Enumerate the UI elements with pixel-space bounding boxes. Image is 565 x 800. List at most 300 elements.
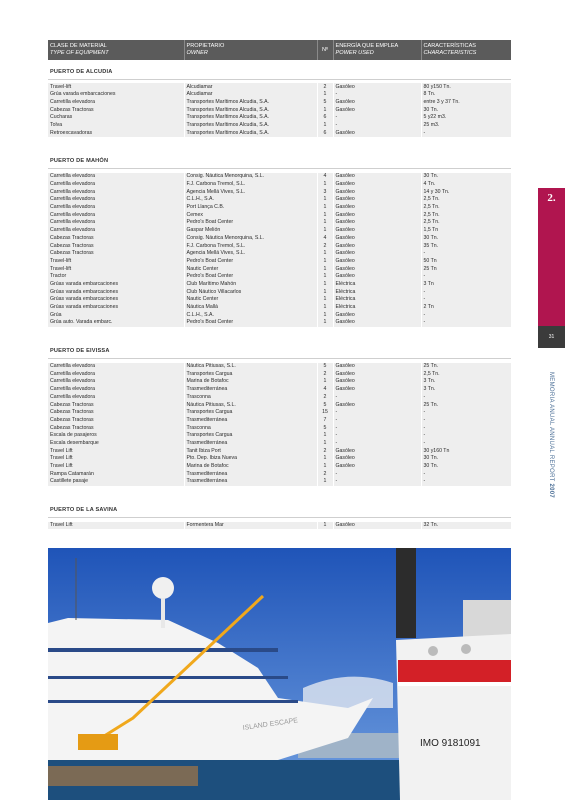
equipment-type-cell: Cabezas Tractoras	[48, 409, 184, 417]
characteristics-cell: -	[421, 393, 511, 401]
count-cell: 1	[317, 265, 333, 273]
equipment-type-cell: Cabezas Tractoras	[48, 234, 184, 242]
column-header-en: OWNER	[186, 50, 208, 56]
count-cell: 1	[317, 378, 333, 386]
owner-cell: Transportes Marítimos Alcudia, S.A.	[184, 121, 317, 129]
table-row	[48, 432, 511, 440]
characteristics-cell: 30 Tn.	[421, 173, 511, 181]
report-label-text: MEMORIA ANUAL ANNUAL REPORT	[548, 372, 554, 482]
table-row	[48, 296, 511, 304]
count-cell: 1	[317, 432, 333, 440]
count-cell: 6	[317, 114, 333, 122]
characteristics-cell: 2,5 Tn.	[421, 204, 511, 212]
count-cell: 4	[317, 386, 333, 394]
owner-cell: Cemex	[184, 211, 317, 219]
power-cell: Gasóleo	[333, 196, 421, 204]
equipment-type-cell: Carretilla elevadora	[48, 188, 184, 196]
count-cell: 3	[317, 188, 333, 196]
characteristics-cell: -	[421, 409, 511, 417]
equipment-type-cell: Carretilla elevadora	[48, 363, 184, 371]
equipment-type-cell: Grúa varada embarcaciones	[48, 91, 184, 99]
owner-cell: Formentera Mar	[184, 522, 317, 530]
power-cell: Gasóleo	[333, 181, 421, 189]
owner-cell: Trasmediterránea	[184, 470, 317, 478]
count-cell: 1	[317, 311, 333, 319]
count-cell: 1	[317, 478, 333, 486]
power-cell: Gasóleo	[333, 211, 421, 219]
owner-cell: Gaspar Melión	[184, 227, 317, 235]
table-row	[48, 288, 511, 296]
chapter-number: 2.	[547, 192, 556, 204]
table-row	[48, 98, 511, 106]
characteristics-cell: -	[421, 319, 511, 327]
power-cell: -	[333, 416, 421, 424]
characteristics-cell: 35 Tn.	[421, 242, 511, 250]
characteristics-cell: 25 Tn.	[421, 363, 511, 371]
owner-cell: Trasmediterránea	[184, 416, 317, 424]
characteristics-cell: 3 Tn	[421, 280, 511, 288]
power-cell: Gasóleo	[333, 98, 421, 106]
power-cell: Gasóleo	[333, 370, 421, 378]
column-header-es: Nº	[321, 46, 329, 53]
power-cell: -	[333, 393, 421, 401]
power-cell: Gasóleo	[333, 401, 421, 409]
count-cell: 1	[317, 439, 333, 447]
equipment-type-cell: Carretilla elevadora	[48, 98, 184, 106]
ship-name: ISLAND ESCAPE	[242, 717, 299, 732]
equipment-type-cell: Carretilla elevadora	[48, 181, 184, 189]
count-cell: 1	[317, 304, 333, 312]
power-cell: -	[333, 424, 421, 432]
characteristics-cell: 25 Tn.	[421, 401, 511, 409]
owner-cell: Náutica Pitiusas, S.L.	[184, 401, 317, 409]
power-cell: Gasóleo	[333, 319, 421, 327]
characteristics-cell: -	[421, 416, 511, 424]
table-row	[48, 447, 511, 455]
owner-cell: Club Náutico Villacarlos	[184, 288, 317, 296]
equipment-type-cell: Cabezas Tractoras	[48, 416, 184, 424]
owner-cell: Transportes Marítimos Alcudia, S.A.	[184, 106, 317, 114]
equipment-type-cell: Castillete pasaje	[48, 478, 184, 486]
power-cell: Gasóleo	[333, 378, 421, 386]
owner-cell: Marina de Botafoc	[184, 463, 317, 471]
count-cell: 7	[317, 416, 333, 424]
equipment-type-cell: Cabezas Tractoras	[48, 401, 184, 409]
table-row	[48, 311, 511, 319]
equipment-type-cell: Travel Lift	[48, 455, 184, 463]
table-row	[48, 416, 511, 424]
characteristics-cell: -	[421, 129, 511, 137]
section-heading-row	[48, 340, 511, 359]
chapter-tab	[538, 188, 565, 326]
power-cell: Gasóleo	[333, 522, 421, 530]
column-header-es: PROPIETARIO	[186, 43, 225, 49]
power-cell: Gasóleo	[333, 265, 421, 273]
characteristics-cell: -	[421, 424, 511, 432]
count-cell: 2	[317, 370, 333, 378]
characteristics-cell: 2,5 Tn.	[421, 196, 511, 204]
table-row	[48, 280, 511, 288]
equipment-type-cell: Carretilla elevadora	[48, 378, 184, 386]
page-number: 31	[548, 334, 555, 340]
table-row	[48, 83, 511, 91]
characteristics-cell: 2,5 Tn.	[421, 219, 511, 227]
report-year: 2007	[548, 483, 554, 498]
equipment-table-container	[48, 40, 511, 529]
owner-cell: Alcudiamar	[184, 91, 317, 99]
equipment-type-cell: Grúas varada embarcaciones	[48, 288, 184, 296]
count-cell: 2	[317, 393, 333, 401]
table-row	[48, 409, 511, 417]
characteristics-cell: 32 Tn.	[421, 522, 511, 530]
count-cell: 1	[317, 106, 333, 114]
power-cell: Gasóleo	[333, 455, 421, 463]
power-cell: Gasóleo	[333, 386, 421, 394]
table-row	[48, 455, 511, 463]
owner-cell: Pedro's Boat Center	[184, 257, 317, 265]
count-cell: 1	[317, 522, 333, 530]
table-row	[48, 273, 511, 281]
count-cell: 1	[317, 463, 333, 471]
equipment-type-cell: Rampa Catamarán	[48, 470, 184, 478]
table-body	[48, 60, 511, 529]
power-cell: Gasóleo	[333, 83, 421, 91]
count-cell: 5	[317, 401, 333, 409]
section-title: PUERTO DE MAHÓN	[48, 150, 511, 169]
owner-cell: Trasmediterránea	[184, 386, 317, 394]
count-cell: 1	[317, 280, 333, 288]
table-row	[48, 522, 511, 530]
owner-cell: Consig. Náutica Menorquina, S.L.	[184, 234, 317, 242]
equipment-type-cell: Carretilla elevadora	[48, 370, 184, 378]
count-cell: 6	[317, 129, 333, 137]
equipment-type-cell: Escala de pasajeros	[48, 432, 184, 440]
equipment-type-cell: Carretilla elevadora	[48, 204, 184, 212]
count-cell: 5	[317, 98, 333, 106]
owner-cell: Trasconna	[184, 424, 317, 432]
power-cell: Gasóleo	[333, 204, 421, 212]
equipment-type-cell: Grúa	[48, 311, 184, 319]
count-cell: 1	[317, 211, 333, 219]
equipment-type-cell: Travel Lift	[48, 447, 184, 455]
power-cell: Gasóleo	[333, 257, 421, 265]
characteristics-cell: -	[421, 478, 511, 486]
owner-cell: Transportes Marítimos Alcudia, S.A.	[184, 98, 317, 106]
power-cell: Eléctrica	[333, 280, 421, 288]
section-title: PUERTO DE LA SAVINA	[48, 499, 511, 518]
count-cell: 4	[317, 234, 333, 242]
equipment-type-cell: Cabezas Tractoras	[48, 250, 184, 258]
count-cell: 1	[317, 227, 333, 235]
count-cell: 2	[317, 447, 333, 455]
characteristics-cell: 30 Tn.	[421, 106, 511, 114]
power-cell: Gasóleo	[333, 106, 421, 114]
table-row	[48, 257, 511, 265]
power-cell: -	[333, 432, 421, 440]
table-row	[48, 91, 511, 99]
equipment-type-cell: Carretilla elevadora	[48, 227, 184, 235]
table-row	[48, 121, 511, 129]
power-cell: Eléctrica	[333, 288, 421, 296]
count-cell: 4	[317, 173, 333, 181]
column-header-5	[421, 40, 511, 60]
owner-cell: F.J. Carbona Tremol, S.L.	[184, 181, 317, 189]
power-cell: -	[333, 439, 421, 447]
owner-cell: Trasconna	[184, 393, 317, 401]
equipment-type-cell: Carretilla elevadora	[48, 386, 184, 394]
characteristics-cell: 14 y 30 Tn.	[421, 188, 511, 196]
table-row	[48, 181, 511, 189]
count-cell: 1	[317, 288, 333, 296]
characteristics-cell: 3 Tn.	[421, 386, 511, 394]
owner-cell: Pedro's Boat Center	[184, 319, 317, 327]
count-cell: 1	[317, 204, 333, 212]
table-row	[48, 363, 511, 371]
owner-cell: Trasmediterránea	[184, 478, 317, 486]
equipment-type-cell: Carretilla elevadora	[48, 393, 184, 401]
owner-cell: Marina de Botafoc	[184, 378, 317, 386]
equipment-type-cell: Carretilla elevadora	[48, 211, 184, 219]
characteristics-cell: -	[421, 470, 511, 478]
count-cell: 5	[317, 424, 333, 432]
table-row	[48, 401, 511, 409]
power-cell: Gasóleo	[333, 219, 421, 227]
characteristics-cell: 80 y150 Tn.	[421, 83, 511, 91]
equipment-type-cell: Carretilla elevadora	[48, 196, 184, 204]
equipment-type-cell: Grúas varada embarcaciones	[48, 280, 184, 288]
characteristics-cell: 25 Tn	[421, 265, 511, 273]
table-row	[48, 234, 511, 242]
equipment-type-cell: Cabezas Tractoras	[48, 106, 184, 114]
owner-cell: Agencia Mellá Vives, S.L.	[184, 188, 317, 196]
power-cell: Gasóleo	[333, 234, 421, 242]
owner-cell: Nautic Center	[184, 296, 317, 304]
count-cell: 1	[317, 91, 333, 99]
owner-cell: C.L.H., S.A.	[184, 196, 317, 204]
owner-cell: Náutica Pitiusas, S.L.	[184, 363, 317, 371]
characteristics-cell: -	[421, 250, 511, 258]
power-cell: Gasóleo	[333, 447, 421, 455]
characteristics-cell: 50 Tn	[421, 257, 511, 265]
owner-cell: Alcudiamar	[184, 83, 317, 91]
column-header-2	[184, 40, 317, 60]
characteristics-cell: -	[421, 432, 511, 440]
table-row	[48, 211, 511, 219]
owner-cell: Consig. Náutica Menorquina, S.L.	[184, 173, 317, 181]
characteristics-cell: 3 Tn.	[421, 378, 511, 386]
table-row	[48, 204, 511, 212]
owner-cell: Port Llança C.B.	[184, 204, 317, 212]
owner-cell: Agencia Mellá Vives, S.L.	[184, 250, 317, 258]
count-cell: 1	[317, 181, 333, 189]
power-cell: Gasóleo	[333, 463, 421, 471]
equipment-type-cell: Grúa auto. Varada embarc.	[48, 319, 184, 327]
count-cell: 2	[317, 470, 333, 478]
power-cell: Eléctrica	[333, 304, 421, 312]
count-cell: 1	[317, 219, 333, 227]
power-cell: -	[333, 478, 421, 486]
power-cell: -	[333, 114, 421, 122]
count-cell: 15	[317, 409, 333, 417]
equipment-type-cell: Travel Lift	[48, 522, 184, 530]
section-heading-row	[48, 150, 511, 169]
equipment-type-cell: Cabezas Tractoras	[48, 424, 184, 432]
owner-cell: Pedro's Boat Center	[184, 219, 317, 227]
characteristics-cell: 2,5 Tn.	[421, 370, 511, 378]
count-cell: 1	[317, 257, 333, 265]
characteristics-cell: 2 Tn	[421, 304, 511, 312]
power-cell: Gasóleo	[333, 273, 421, 281]
equipment-type-cell: Travel-lift	[48, 257, 184, 265]
table-row	[48, 173, 511, 181]
equipment-type-cell: Tolva	[48, 121, 184, 129]
table-row	[48, 424, 511, 432]
power-cell: Gasóleo	[333, 129, 421, 137]
characteristics-cell: 25 m3.	[421, 121, 511, 129]
characteristics-cell: 4 Tn.	[421, 181, 511, 189]
owner-cell: Transportes Cargua	[184, 370, 317, 378]
count-cell: 1	[317, 296, 333, 304]
equipment-type-cell: Grúas varada embarcaciones	[48, 304, 184, 312]
table-row	[48, 439, 511, 447]
owner-cell: Transportes Cargua	[184, 432, 317, 440]
column-header-es: CLASE DE MATERIAL	[50, 43, 107, 49]
table-row	[48, 378, 511, 386]
table-row	[48, 393, 511, 401]
power-cell: -	[333, 409, 421, 417]
table-row	[48, 188, 511, 196]
section-heading-row	[48, 60, 511, 79]
port-photo-illustration	[48, 548, 511, 800]
characteristics-cell: 5 y22 m3.	[421, 114, 511, 122]
equipment-table	[48, 40, 511, 529]
table-row	[48, 196, 511, 204]
table-row	[48, 370, 511, 378]
table-header	[48, 40, 511, 60]
characteristics-cell: -	[421, 273, 511, 281]
table-row	[48, 265, 511, 273]
count-cell: 1	[317, 455, 333, 463]
owner-cell: C.L.H., S.A.	[184, 311, 317, 319]
column-header-3	[317, 40, 333, 60]
power-cell: -	[333, 91, 421, 99]
section-title: PUERTO DE ALCUDIA	[48, 60, 511, 79]
equipment-type-cell: Cucharas	[48, 114, 184, 122]
owner-cell: Transportes Marítimos Alcudia, S.A.	[184, 114, 317, 122]
power-cell: -	[333, 121, 421, 129]
characteristics-cell: -	[421, 311, 511, 319]
equipment-type-cell: Escala desembarque	[48, 439, 184, 447]
table-row	[48, 319, 511, 327]
table-row	[48, 227, 511, 235]
owner-cell: Club Marítimo Mahón	[184, 280, 317, 288]
count-cell: 5	[317, 363, 333, 371]
power-cell: Gasóleo	[333, 250, 421, 258]
table-row	[48, 386, 511, 394]
column-header-es: CARACTERÍSTICAS	[423, 43, 477, 49]
port-photo	[48, 548, 511, 800]
hull-imo-text: IMO 9181091	[420, 738, 481, 749]
equipment-type-cell: Cabezas Tractoras	[48, 242, 184, 250]
count-cell: 2	[317, 83, 333, 91]
table-row	[48, 114, 511, 122]
power-cell: Gasóleo	[333, 173, 421, 181]
owner-cell: Transportes Marítimos Alcudia, S.A.	[184, 129, 317, 137]
table-row	[48, 219, 511, 227]
column-header-en: POWER USED	[335, 50, 374, 56]
owner-cell: Tanit Ibiza Port	[184, 447, 317, 455]
characteristics-cell: 1,5 Tn	[421, 227, 511, 235]
owner-cell: F.J. Carbona Tremol, S.L.	[184, 242, 317, 250]
owner-cell: Náutica Mallá	[184, 304, 317, 312]
characteristics-cell: 30 Tn.	[421, 455, 511, 463]
equipment-type-cell: Travel-lift	[48, 83, 184, 91]
power-cell: Gasóleo	[333, 363, 421, 371]
owner-cell: Transportes Cargua	[184, 409, 317, 417]
table-row	[48, 106, 511, 114]
count-cell: 1	[317, 250, 333, 258]
power-cell: Gasóleo	[333, 188, 421, 196]
characteristics-cell: entre 3 y 37 Tn.	[421, 98, 511, 106]
report-vertical-label	[548, 372, 554, 498]
section-heading-row	[48, 499, 511, 518]
power-cell: Gasóleo	[333, 242, 421, 250]
equipment-type-cell: Travel Lift	[48, 463, 184, 471]
power-cell: -	[333, 470, 421, 478]
characteristics-cell: 2,5 Tn.	[421, 211, 511, 219]
characteristics-cell: 30 y160 Tn	[421, 447, 511, 455]
characteristics-cell: 8 Tn.	[421, 91, 511, 99]
owner-cell: Nautic Center	[184, 265, 317, 273]
characteristics-cell: -	[421, 439, 511, 447]
table-row	[48, 463, 511, 471]
column-header-en: CHARACTERISTICS	[423, 50, 477, 56]
count-cell: 1	[317, 196, 333, 204]
table-row	[48, 478, 511, 486]
equipment-type-cell: Carretilla elevadora	[48, 219, 184, 227]
owner-cell: Pedro's Boat Center	[184, 273, 317, 281]
count-cell: 1	[317, 121, 333, 129]
characteristics-cell: 30 Tn.	[421, 463, 511, 471]
equipment-type-cell: Tractor	[48, 273, 184, 281]
section-title: PUERTO DE EIVISSA	[48, 340, 511, 359]
column-header-1	[48, 40, 184, 60]
table-row	[48, 250, 511, 258]
table-row	[48, 470, 511, 478]
characteristics-cell: 30 Tn.	[421, 234, 511, 242]
table-row	[48, 304, 511, 312]
count-cell: 1	[317, 273, 333, 281]
equipment-type-cell: Travel-lift	[48, 265, 184, 273]
column-header-es: ENERGÍA QUE EMPLEA	[335, 43, 399, 49]
count-cell: 1	[317, 319, 333, 327]
power-cell: Eléctrica	[333, 296, 421, 304]
owner-cell: Pto. Dep. Ibiza Nueva	[184, 455, 317, 463]
column-header-4	[333, 40, 421, 60]
characteristics-cell: -	[421, 288, 511, 296]
equipment-type-cell: Retroexcavadoras	[48, 129, 184, 137]
power-cell: Gasóleo	[333, 311, 421, 319]
table-row	[48, 242, 511, 250]
power-cell: Gasóleo	[333, 227, 421, 235]
characteristics-cell: -	[421, 296, 511, 304]
table-row	[48, 129, 511, 137]
owner-cell: Trasmediterránea	[184, 439, 317, 447]
equipment-type-cell: Grúas varada embarcaciones	[48, 296, 184, 304]
column-header-en: TYPE OF EQUIPMENT	[50, 50, 109, 56]
equipment-type-cell: Carretilla elevadora	[48, 173, 184, 181]
count-cell: 2	[317, 242, 333, 250]
